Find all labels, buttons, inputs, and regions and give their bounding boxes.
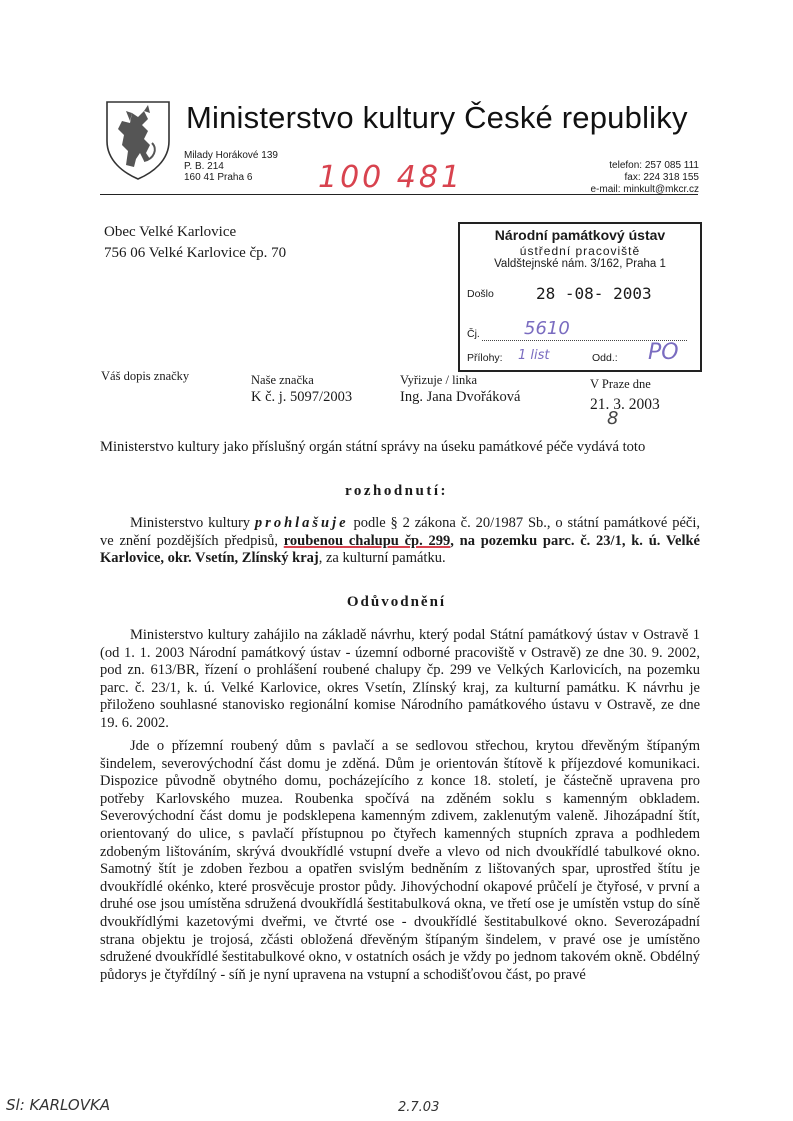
decision-verb: prohlašuje xyxy=(254,515,349,531)
place-date-value: 21. 3. 2003 xyxy=(590,396,660,413)
decision-heading: rozhodnutí: xyxy=(344,483,449,499)
recipient-line1: Obec Velké Karlovice xyxy=(104,224,237,240)
handled-by-label: Vyřizuje / linka xyxy=(400,373,478,387)
reasoning-paragraph-2 xyxy=(100,738,700,984)
your-ref-label: Váš dopis značky xyxy=(101,369,190,383)
decision-text-3: podle § 2 zákona č. 20/1987 Sb., o státní památkové péči, ve znění pozdějších předpisů, xyxy=(100,515,700,549)
place-date-label: V Praze dne xyxy=(590,377,651,391)
address-street: Milady Horákové 139 xyxy=(184,150,278,161)
stamp-address: Valdštejnské nám. 3/162, Praha 1 xyxy=(494,258,666,270)
footer-note-left: Sl: KARLOVKA xyxy=(6,1096,111,1114)
ministry-title: Ministerstvo kultury České republiky xyxy=(186,100,688,135)
recipient-line2: 756 06 Velké Karlovice čp. 70 xyxy=(104,245,287,261)
decision-text-6: , za kulturní památku. xyxy=(318,550,446,566)
stamp-unit: ústřední pracoviště xyxy=(519,244,641,258)
handwritten-number: 100 481 xyxy=(318,160,464,195)
stamp-received-label: Došlo xyxy=(467,288,494,300)
decision-object: roubenou chalupu čp. 299 xyxy=(283,532,451,549)
decision-text-1: Ministerstvo kultury xyxy=(130,515,255,531)
reasoning-paragraph-1 xyxy=(100,627,700,732)
handwritten-date-correction: 8 xyxy=(607,408,619,429)
contact-fax: fax: 224 318 155 xyxy=(624,172,699,183)
contact-phone: telefon: 257 085 111 xyxy=(609,160,699,171)
our-ref-label: Naše značka xyxy=(251,373,314,387)
reasoning-heading: Odůvodnění xyxy=(346,594,447,610)
stamp-institution: Národní památkový ústav xyxy=(494,227,666,243)
coat-of-arms-logo xyxy=(104,99,172,181)
stamp-number-label: Čj. xyxy=(467,328,480,340)
handled-by-value: Ing. Jana Dvořáková xyxy=(400,389,521,405)
stamp-received-date: 28 -08- 2003 xyxy=(536,284,652,303)
stamp-dept-value: PO xyxy=(648,340,679,365)
stamp-dept-label: Odd.: xyxy=(592,352,618,364)
address-pobox: P. B. 214 xyxy=(184,161,224,172)
received-stamp xyxy=(458,222,702,372)
stamp-number-value: 5610 xyxy=(524,318,570,339)
decision-location: , na pozemku parc. č. 23/1, k. ú. Velké Karlovice, okr. Vsetín, Zlínský kraj xyxy=(100,532,700,566)
stamp-attachments-value: 1 list xyxy=(518,348,550,363)
reasoning-text-1: Ministerstvo kultury zahájilo na základě návrhu, který podal Státní památkový ústav v Ostravě 1 (od 1. 1. 2003 Národní památkový ústav - územní odborné pracoviště v Ostravě) ze dne 30. 9. 2002, pod zn. 613/BR, řízení o prohlášení roubené chalupy čp. 299 ve Velkých Karlovicích, na pozemku parc. č. 23/1, k. ú. Velké Karlovice, okres Vsetín, Zlínský kraj, za kulturní památku. K návrhu je přiloženo souhlasné stanovisko regionální komise Národního památkového ústavu v Ostravě, ze dne 19. 6. 2002. xyxy=(100,627,700,731)
intro-text: Ministerstvo kultury jako příslušný orgán státní správy na úseku památkové péče vydává toto xyxy=(100,439,646,455)
our-ref-value: K č. j. 5097/2003 xyxy=(251,389,353,405)
address-city: 160 41 Praha 6 xyxy=(184,172,253,183)
footer-note-center: 2.7.03 xyxy=(398,1100,440,1115)
header-divider xyxy=(100,194,698,195)
reasoning-text-2: Jde o přízemní roubený dům s pavlačí a se sedlovou střechou, krytou dřevěným štípaným šindelem, severovýchodní část domu je zděná. Dům je orientován štítově k příjezdové komunikaci. Dispozice původně obytného domu, pocházejícího z konce 18. století, je částečně upravena pro potřeby Karlovského muzea. Roubenka spočívá na zděném soklu s kamenným obkladem. Severovýchodní část domu je podsklepena kamenným zdivem, zaklenutým valeně. Jihozápadní štít, orientovaný do ulice, s pavlačí přístupnou po čtyřech kamenných stupních zprava a podhledem zdobeným lištováním, skrývá dvoukřídlé vstupní dveře a vlevo od nich dvoukřídlé tabulkové okno. Samotný štít je zdoben řezbou a opatřen svislým bedněním z lištovaných spar, uprostřed štítu je dvoukřídlé okénko, které prosvěcuje prostor půdy. Jihovýchodní okapové průčelí je čtyřosé, v první a druhé ose jsou umístěna sdružená dvoukřídlá šestitabulková okna, ve třetí ose je umístěn vstup do síně dvoukřídlými kazetovými dveřmi, ve čtvrté ose - dvoukřídlé šestitabulkové okno. Severozápadní strana objektu je trojosá, zčásti obložená dřevěným štípaným šindelem, v pravé ose je umístěno sdružené dvoukřídlé šestitabulkové okno, v ostatních osách je vždy po jednom takovém okně. Obdélný půdorys je čtyřdílný - síň je nyní upravena na vstupní a schodišťovou část, po pravé xyxy=(100,738,700,983)
contact-email: e-mail: minkult@mkcr.cz xyxy=(590,184,699,195)
decision-paragraph xyxy=(100,515,700,568)
stamp-attachments-label: Přílohy: xyxy=(467,352,503,364)
